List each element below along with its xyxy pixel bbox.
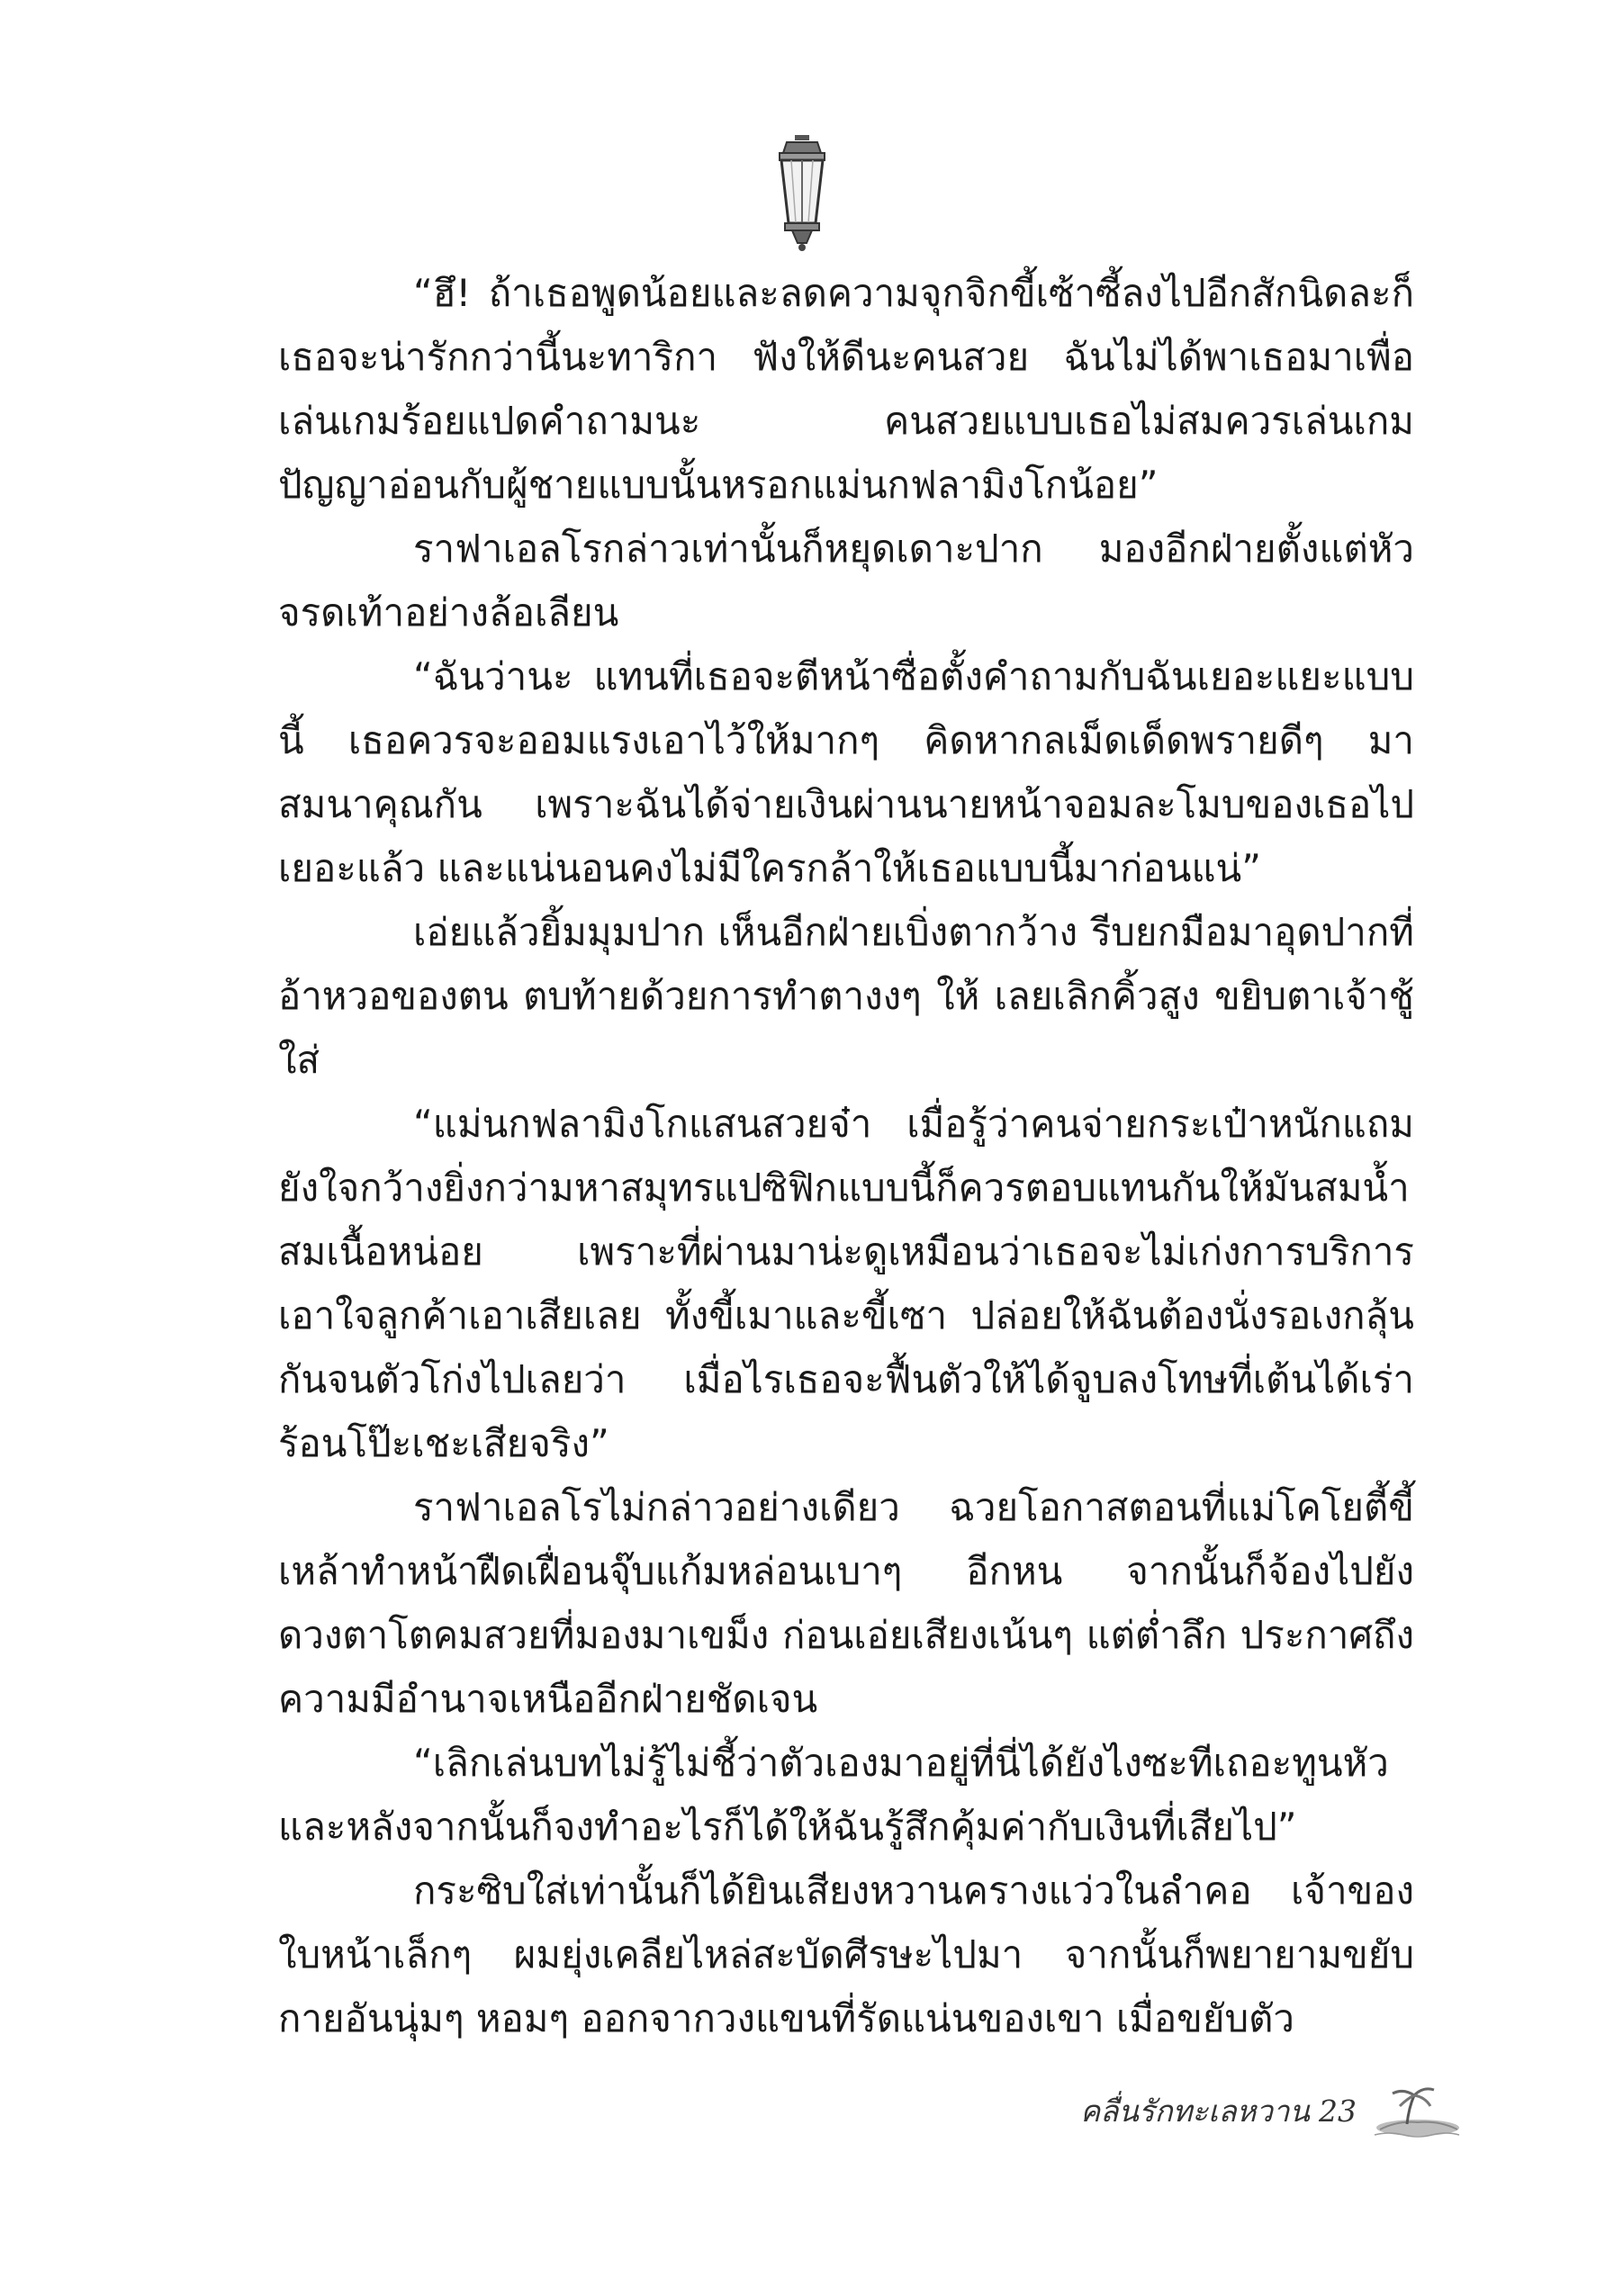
paragraph: “แม่นกฟลามิงโกแสนสวยจ๋า เมื่อรู้ว่าคนจ่ายกระเป๋าหนักแถมยังใจกว้างยิ่งกว่ามหาสมุทรแปซิฟิกแบบนี้ก็ควรตอบแทนกันให้มันสมน้ำสมเนื้อหน่อย เพราะที่ผ่านมาน่ะดูเหมือนว่าเธอจะไม่เก่งการบริการเอาใจลูกค้าเอาเสียเลย ทั้งขี้เมาและขี้เซา ปล่อยให้ฉันต้องนั่งรอเงกลุ้นกันจนตัวโก่งไปเลยว่า เมื่อไรเธอจะฟื้นตัวให้ได้จูบลงโทษที่เต้นได้เร่าร้อนโป๊ะเชะเสียจริง”	[278, 1102, 1414, 1465]
paragraph: “เลิกเล่นบทไม่รู้ไม่ชี้ว่าตัวเองมาอยู่ที่นี่ได้ยังไงซะทีเถอะทูนหัว และหลังจากนั้นก็จงทำอะไรก็ได้ให้ฉันรู้สึกคุ้มค่ากับเงินที่เสียไป”	[278, 1741, 1389, 1849]
page-number: 23	[1319, 2093, 1357, 2129]
book-title: คลื่นรักทะเลหวาน	[1080, 2093, 1310, 2129]
paragraph: “ฮึ! ถ้าเธอพูดน้อยและลดความจุกจิกขี้เซ้าซี้ลงไปอีกสักนิดละก็ เธอจะน่ารักกว่านี้นะทาริกา ฟังให้ดีนะคนสวย ฉันไม่ได้พาเธอมาเพื่อเล่นเกมร้อยแปดคำถามนะ คนสวยแบบเธอไม่สมควรเล่นเกมปัญญาอ่อนกับผู้ชายแบบนั้นหรอกแม่นกฟลามิงโกน้อย”	[278, 271, 1414, 507]
page-footer	[1080, 2079, 1461, 2142]
palm-island-icon	[1371, 2083, 1461, 2138]
lantern-icon	[762, 133, 843, 252]
paragraph: เอ่ยแล้วยิ้มมุมปาก เห็นอีกฝ่ายเบิ่งตากว้าง รีบยกมือมาอุดปากที่อ้าหวอของตน ตบท้ายด้วยการทำตางงๆ ให้ เลยเลิกคิ้วสูง ขยิบตาเจ้าชู้ใส่	[278, 910, 1414, 1082]
paragraph: ราฟาเอลโรไม่กล่าวอย่างเดียว ฉวยโอกาสตอนที่แม่โคโยตี้ขี้เหล้าทำหน้าฝืดเฝื่อนจุ๊บแก้มหล่อนเบาๆ อีกหน จากนั้นก็จ้องไปยังดวงตาโตคมสวยที่มองมาเขม็ง ก่อนเอ่ยเสียงเน้นๆ แต่ต่ำลึก ประกาศถึงความมีอำนาจเหนืออีกฝ่ายชัดเจน	[278, 1485, 1414, 1721]
body-text	[278, 261, 1414, 2050]
paragraph: “ฉันว่านะ แทนที่เธอจะตีหน้าซื่อตั้งคำถามกับฉันเยอะแยะแบบนี้ เธอควรจะออมแรงเอาไว้ให้มากๆ คิดหากลเม็ดเด็ดพรายดีๆ มาสมนาคุณกัน เพราะฉันได้จ่ายเงินผ่านนายหน้าจอมละโมบของเธอไปเยอะแล้ว และแน่นอนคงไม่มีใครกล้าให้เธอแบบนี้มาก่อนแน่”	[278, 654, 1414, 890]
paragraph: กระซิบใส่เท่านั้นก็ได้ยินเสียงหวานครางแว่วในลำคอ เจ้าของใบหน้าเล็กๆ ผมยุ่งเคลียไหล่สะบัดศีรษะไปมา จากนั้นก็พยายามขยับกายอันนุ่มๆ หอมๆ ออกจากวงแขนที่รัดแน่นของเขา เมื่อขยับตัว	[278, 1868, 1414, 2040]
paragraph: ราฟาเอลโรกล่าวเท่านั้นก็หยุดเดาะปาก มองอีกฝ่ายตั้งแต่หัวจรดเท้าอย่างล้อเลียน	[278, 527, 1414, 635]
